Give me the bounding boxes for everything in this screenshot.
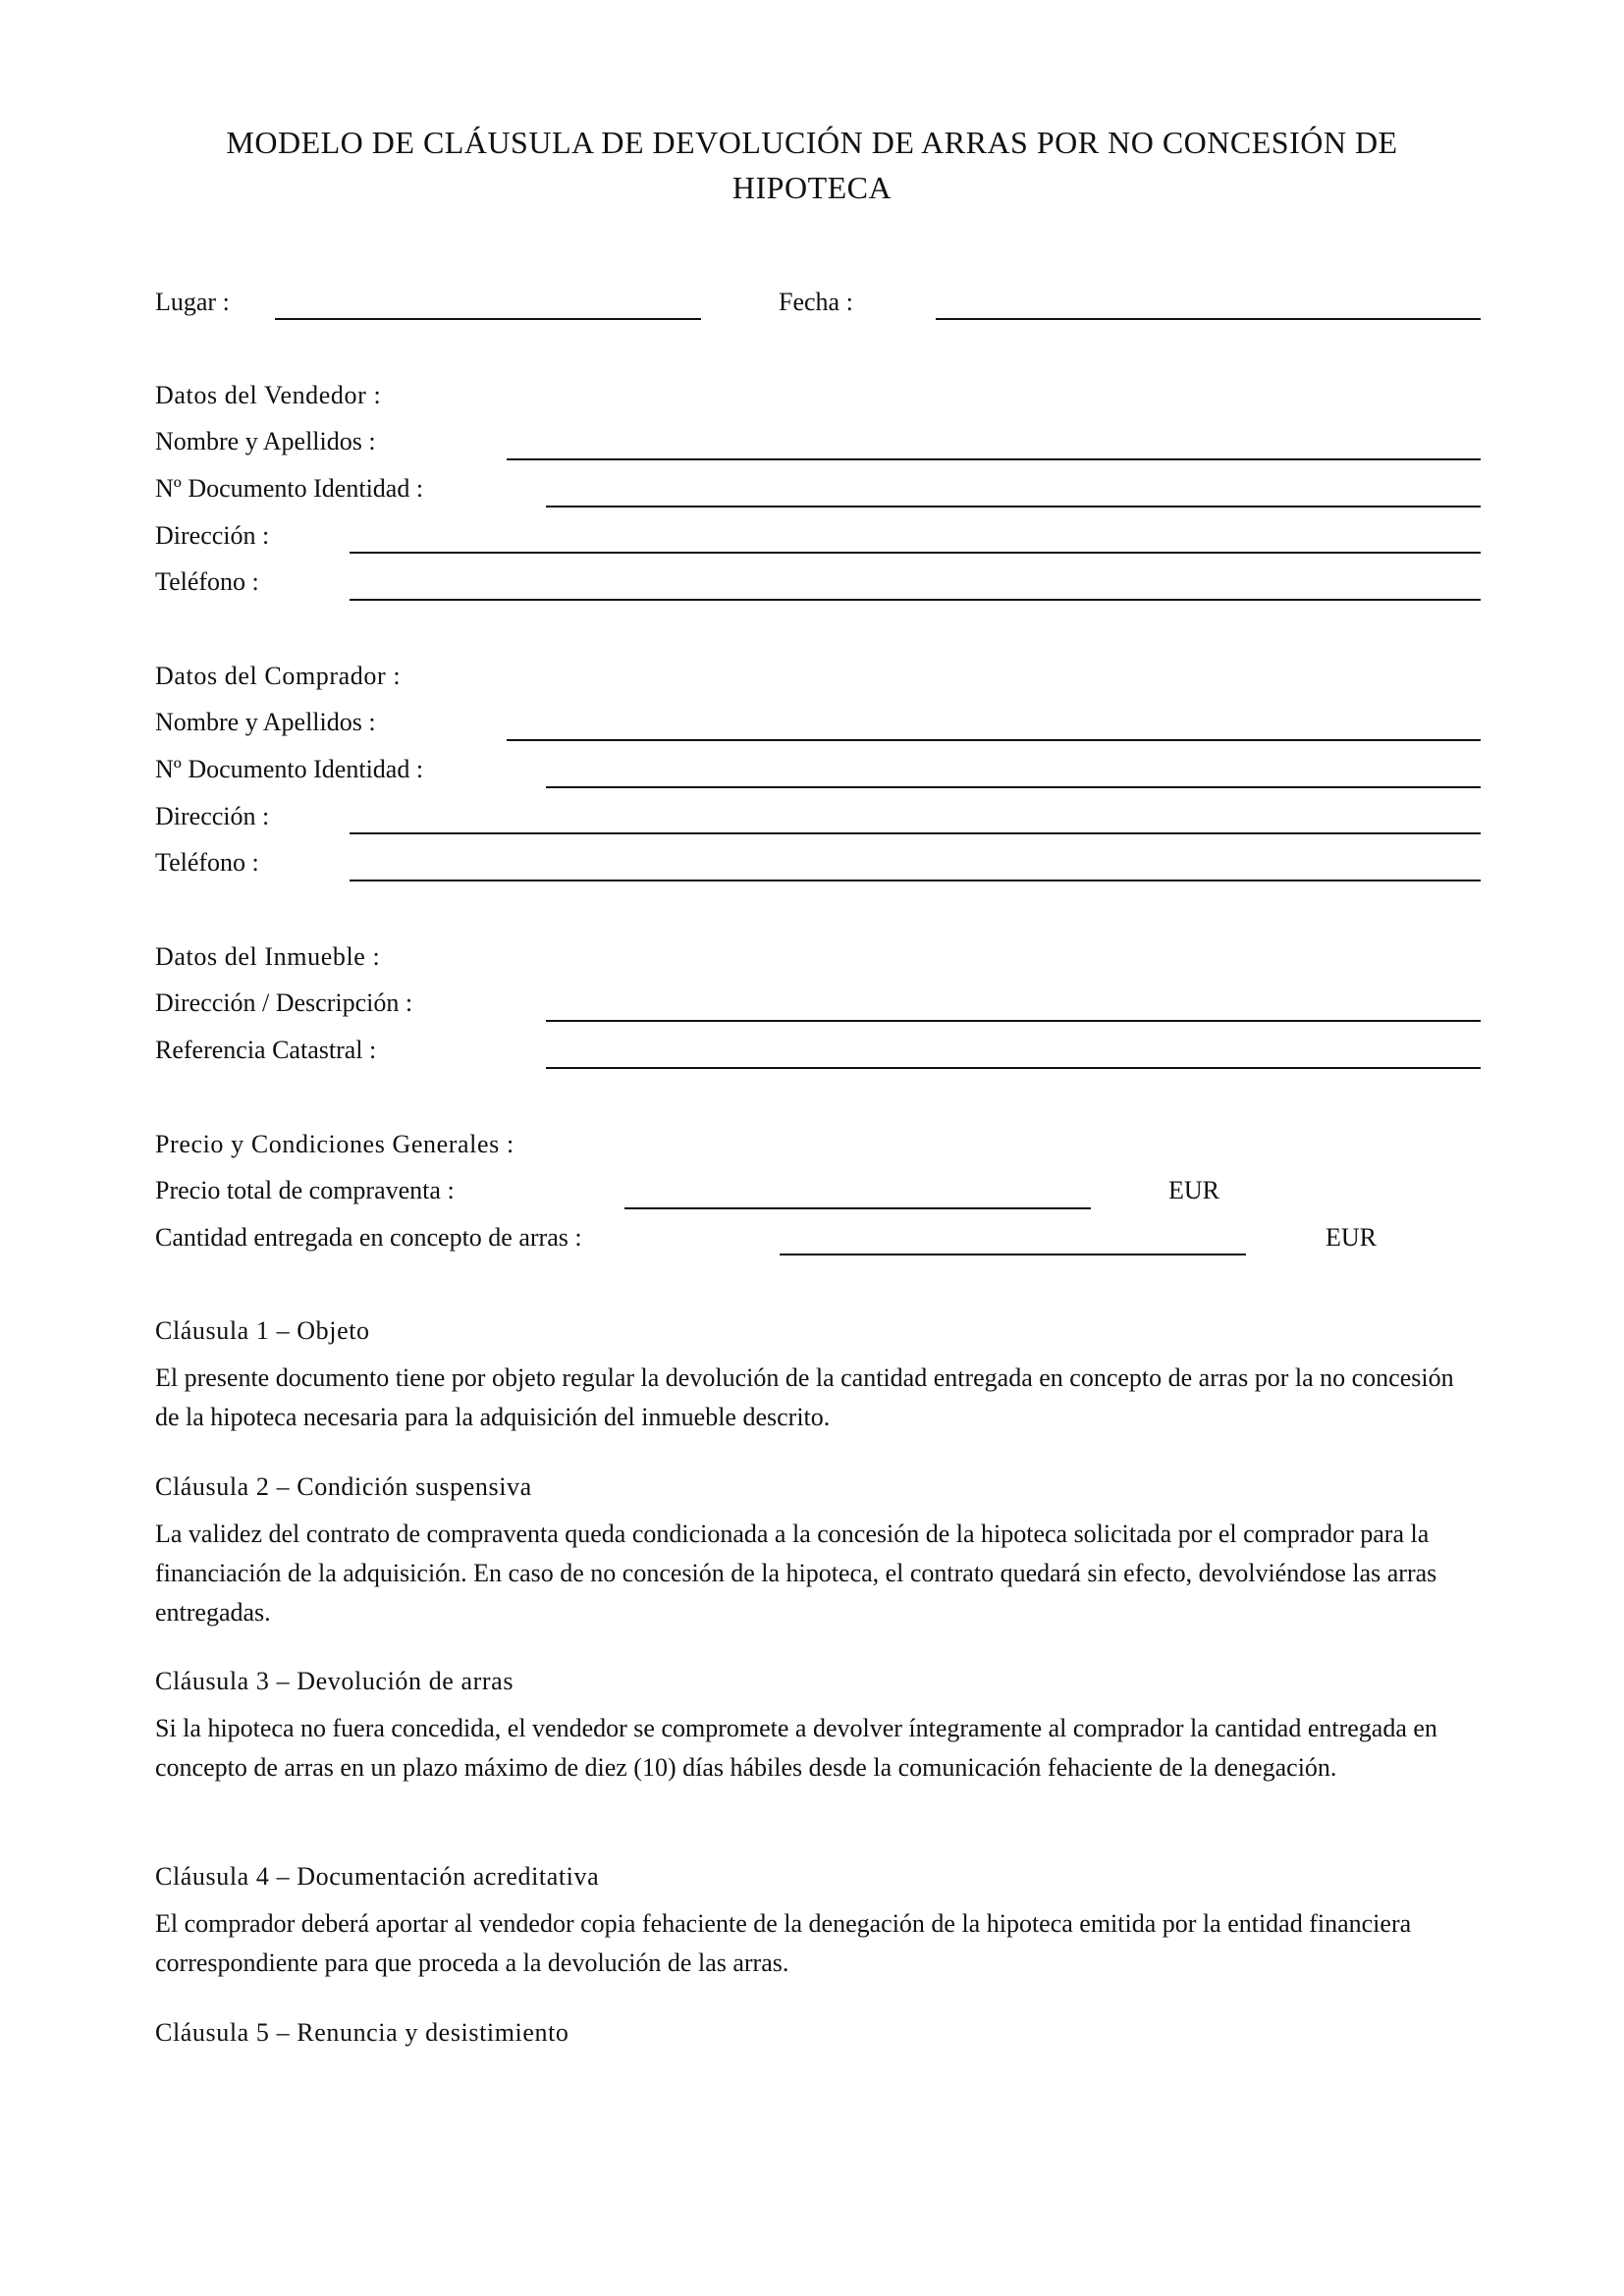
seller-phone-field-line[interactable] [350, 599, 1481, 601]
clause-3-heading: Cláusula 3 – Devolución de arras [155, 1667, 514, 1695]
property-heading: Datos del Inmueble : [155, 942, 381, 971]
property-description-label: Dirección / Descripción : [155, 988, 413, 1017]
price-total-field-line[interactable] [624, 1207, 1091, 1209]
place-label: Lugar : [155, 288, 230, 316]
property-cadastral-field-line[interactable] [546, 1067, 1481, 1069]
buyer-name-label: Nombre y Apellidos : [155, 708, 376, 736]
price-total-currency: EUR [1168, 1176, 1219, 1204]
buyer-id-label: Nº Documento Identidad : [155, 755, 424, 783]
seller-id-label: Nº Documento Identidad : [155, 474, 424, 503]
seller-address-label: Dirección : [155, 521, 270, 550]
clause-4-heading: Cláusula 4 – Documentación acreditativa [155, 1862, 600, 1891]
price-deposit-label: Cantidad entregada en concepto de arras : [155, 1223, 582, 1252]
clause-2-text: La validez del contrato de compraventa queda condicionada a la concesión de la hipoteca solicitada por el comprador para la financiación de la adquisición. En caso de no concesión de la hipoteca, el contrato quedará sin efecto, devolviéndose las arras entregadas. [155, 1520, 1437, 1627]
seller-name-label: Nombre y Apellidos : [155, 427, 376, 455]
date-label: Fecha : [779, 288, 853, 316]
price-deposit-currency: EUR [1326, 1223, 1377, 1252]
price-total-label: Precio total de compraventa : [155, 1176, 455, 1204]
seller-id-field-line[interactable] [546, 506, 1481, 507]
place-field-line[interactable] [275, 318, 701, 320]
price-deposit-field-line[interactable] [780, 1254, 1246, 1255]
seller-address-field-line[interactable] [350, 552, 1481, 554]
page-title: MODELO DE CLÁUSULA DE DEVOLUCIÓN DE ARRAS POR NO CONCESIÓN DE HIPOTECA [226, 125, 1398, 205]
buyer-name-field-line[interactable] [507, 739, 1481, 741]
date-field-line[interactable] [936, 318, 1481, 320]
clause-3-text: Si la hipoteca no fuera concedida, el vendedor se compromete a devolver íntegramente al comprador la cantidad entregada en concepto de arras en un plazo máximo de diez (10) días hábiles desde la comunicación fehaciente de la denegación. [155, 1714, 1437, 1782]
clause-5-heading: Cláusula 5 – Renuncia y desistimiento [155, 2018, 569, 2047]
clause-2-heading: Cláusula 2 – Condición suspensiva [155, 1472, 532, 1501]
seller-name-field-line[interactable] [507, 458, 1481, 460]
clause-1-text: El presente documento tiene por objeto regular la devolución de la cantidad entregada en concepto de arras por la no concesión de la hipoteca necesaria para la adquisición del inmueble descrito. [155, 1363, 1454, 1431]
buyer-id-field-line[interactable] [546, 786, 1481, 788]
clause-1-heading: Cláusula 1 – Objeto [155, 1316, 370, 1345]
buyer-address-field-line[interactable] [350, 832, 1481, 834]
buyer-heading: Datos del Comprador : [155, 662, 402, 690]
seller-phone-label: Teléfono : [155, 567, 259, 596]
buyer-phone-label: Teléfono : [155, 848, 259, 877]
property-description-field-line[interactable] [546, 1020, 1481, 1022]
clause-4-text: El comprador deberá aportar al vendedor copia fehaciente de la denegación de la hipoteca emitida por la entidad financiera correspondiente para que proceda a la devolución de las arras. [155, 1909, 1412, 1977]
seller-heading: Datos del Vendedor : [155, 381, 382, 409]
price-heading: Precio y Condiciones Generales : [155, 1130, 514, 1158]
buyer-address-label: Dirección : [155, 802, 270, 830]
buyer-phone-field-line[interactable] [350, 880, 1481, 881]
property-cadastral-label: Referencia Catastral : [155, 1036, 377, 1064]
